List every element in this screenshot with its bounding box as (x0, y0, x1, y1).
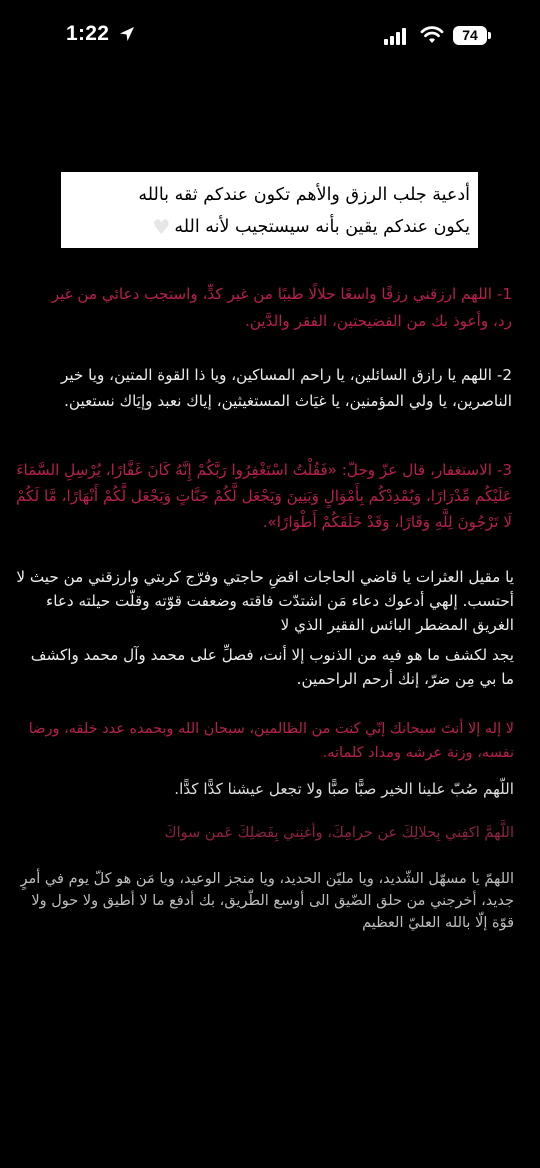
title-line-1: أدعية جلب الرزق والأهم تكون عندكم ثقه بالله (138, 185, 470, 205)
title-line-2: يكون عندكم يقين بأنه سيستجيب لأنه الله (174, 217, 470, 237)
title-line-2-wrap (69, 211, 470, 243)
dua-paragraph-5: يجد لكشف ما هو فيه من الذنوب إلا أنت، فصلِّ على محمد وآل محمد واكشف ما بي مِن ضرّ، إنك أرحم الراحمين. (30, 646, 514, 688)
dua-paragraph-7: اللّهم صُبّ علينا الخير صبًّا صبًّا ولا تجعل عيشنا كدًّا كدًّا. (174, 780, 514, 798)
dua-paragraph-8: اللَّهمَّ اكفِني بِحلالِكَ عن حرامِكَ، وأغنِني بِفَضلِكَ عَمن سواكَ (164, 825, 514, 841)
dua-paragraph-9: اللهمّ يا مسهّل الشّديد، ويا مليّن الحديد، ويا منجز الوعيد، ويا مَن هو كلّ يوم في أمرٍ جديد، أخرجني من حلق الضّيق الى أوسع الطّريق، بك أدفع ما لا أطيق ولا حول ولا قوّة إلّا بالله العليّ العظيم (20, 871, 514, 931)
title-box (61, 172, 478, 248)
dua-paragraph-3: 3- الاستغفار، قال عزّ وجلّ: «فَقُلْتُ اسْتَغْفِرُوا رَبَّكُمْ إِنَّهُ كَانَ غَفَّارًا، يُرْسِلِ السَّمَاءَ عَلَيْكُم مِّدْرَارًا، وَيُمْدِدْكُم بِأَمْوَالٍ وَبَنِينَ وَيَجْعَل لَّكُمْ جَنَّاتٍ وَيَجْعَل لَّكُمْ أَنْهَارًا، مَّا لَكُمْ لَا تَرْجُونَ لِلَّهِ وَقَارًا، وَقَدْ خَلَقَكُمْ أَطْوَارًا». (16, 461, 512, 531)
white-heart-icon: ♥ (152, 215, 171, 239)
dua-paragraph-1: 1- اللهم ارزقني رزقًا واسعًا حلالًا طيبًا من غير كدٍّ، واستجب دعائي من غير رد، وأعوذ بك من الفضيحتين، الفقر والدَّين. (51, 285, 512, 330)
status-time: 1:22 (66, 22, 110, 45)
battery-level: 74 (462, 27, 478, 43)
dua-paragraph-6: لا إله إلا أنتَ سبحانك إنّي كنت من الظالمين، سبحان الله وبحمده عدد خلقه، ورضا نفسه، وزنة عرشه ومداد كلماته. (28, 721, 514, 761)
dua-paragraph-2: 2- اللهم يا رازق السائلين، يا راحم المساكين، ويا ذا القوة المتين، ويا خير الناصرين، يا ولي المؤمنين، يا غيَاث المستغيثين، إياك نعبد وإيَاك نستعين. (60, 366, 512, 410)
dua-paragraph-4: يا مقيل العثرات يا قاضي الحاجات اقضِ حاجتي وفرّج كربتي وارزقني من حيث لا أحتسب. إلهي أدعوك دعاء مَن اشتدّت فاقته وضعفت قوّته وقلّت حيلته دعاء الغريق المضطر البائس الفقير الذي لا (16, 568, 514, 634)
